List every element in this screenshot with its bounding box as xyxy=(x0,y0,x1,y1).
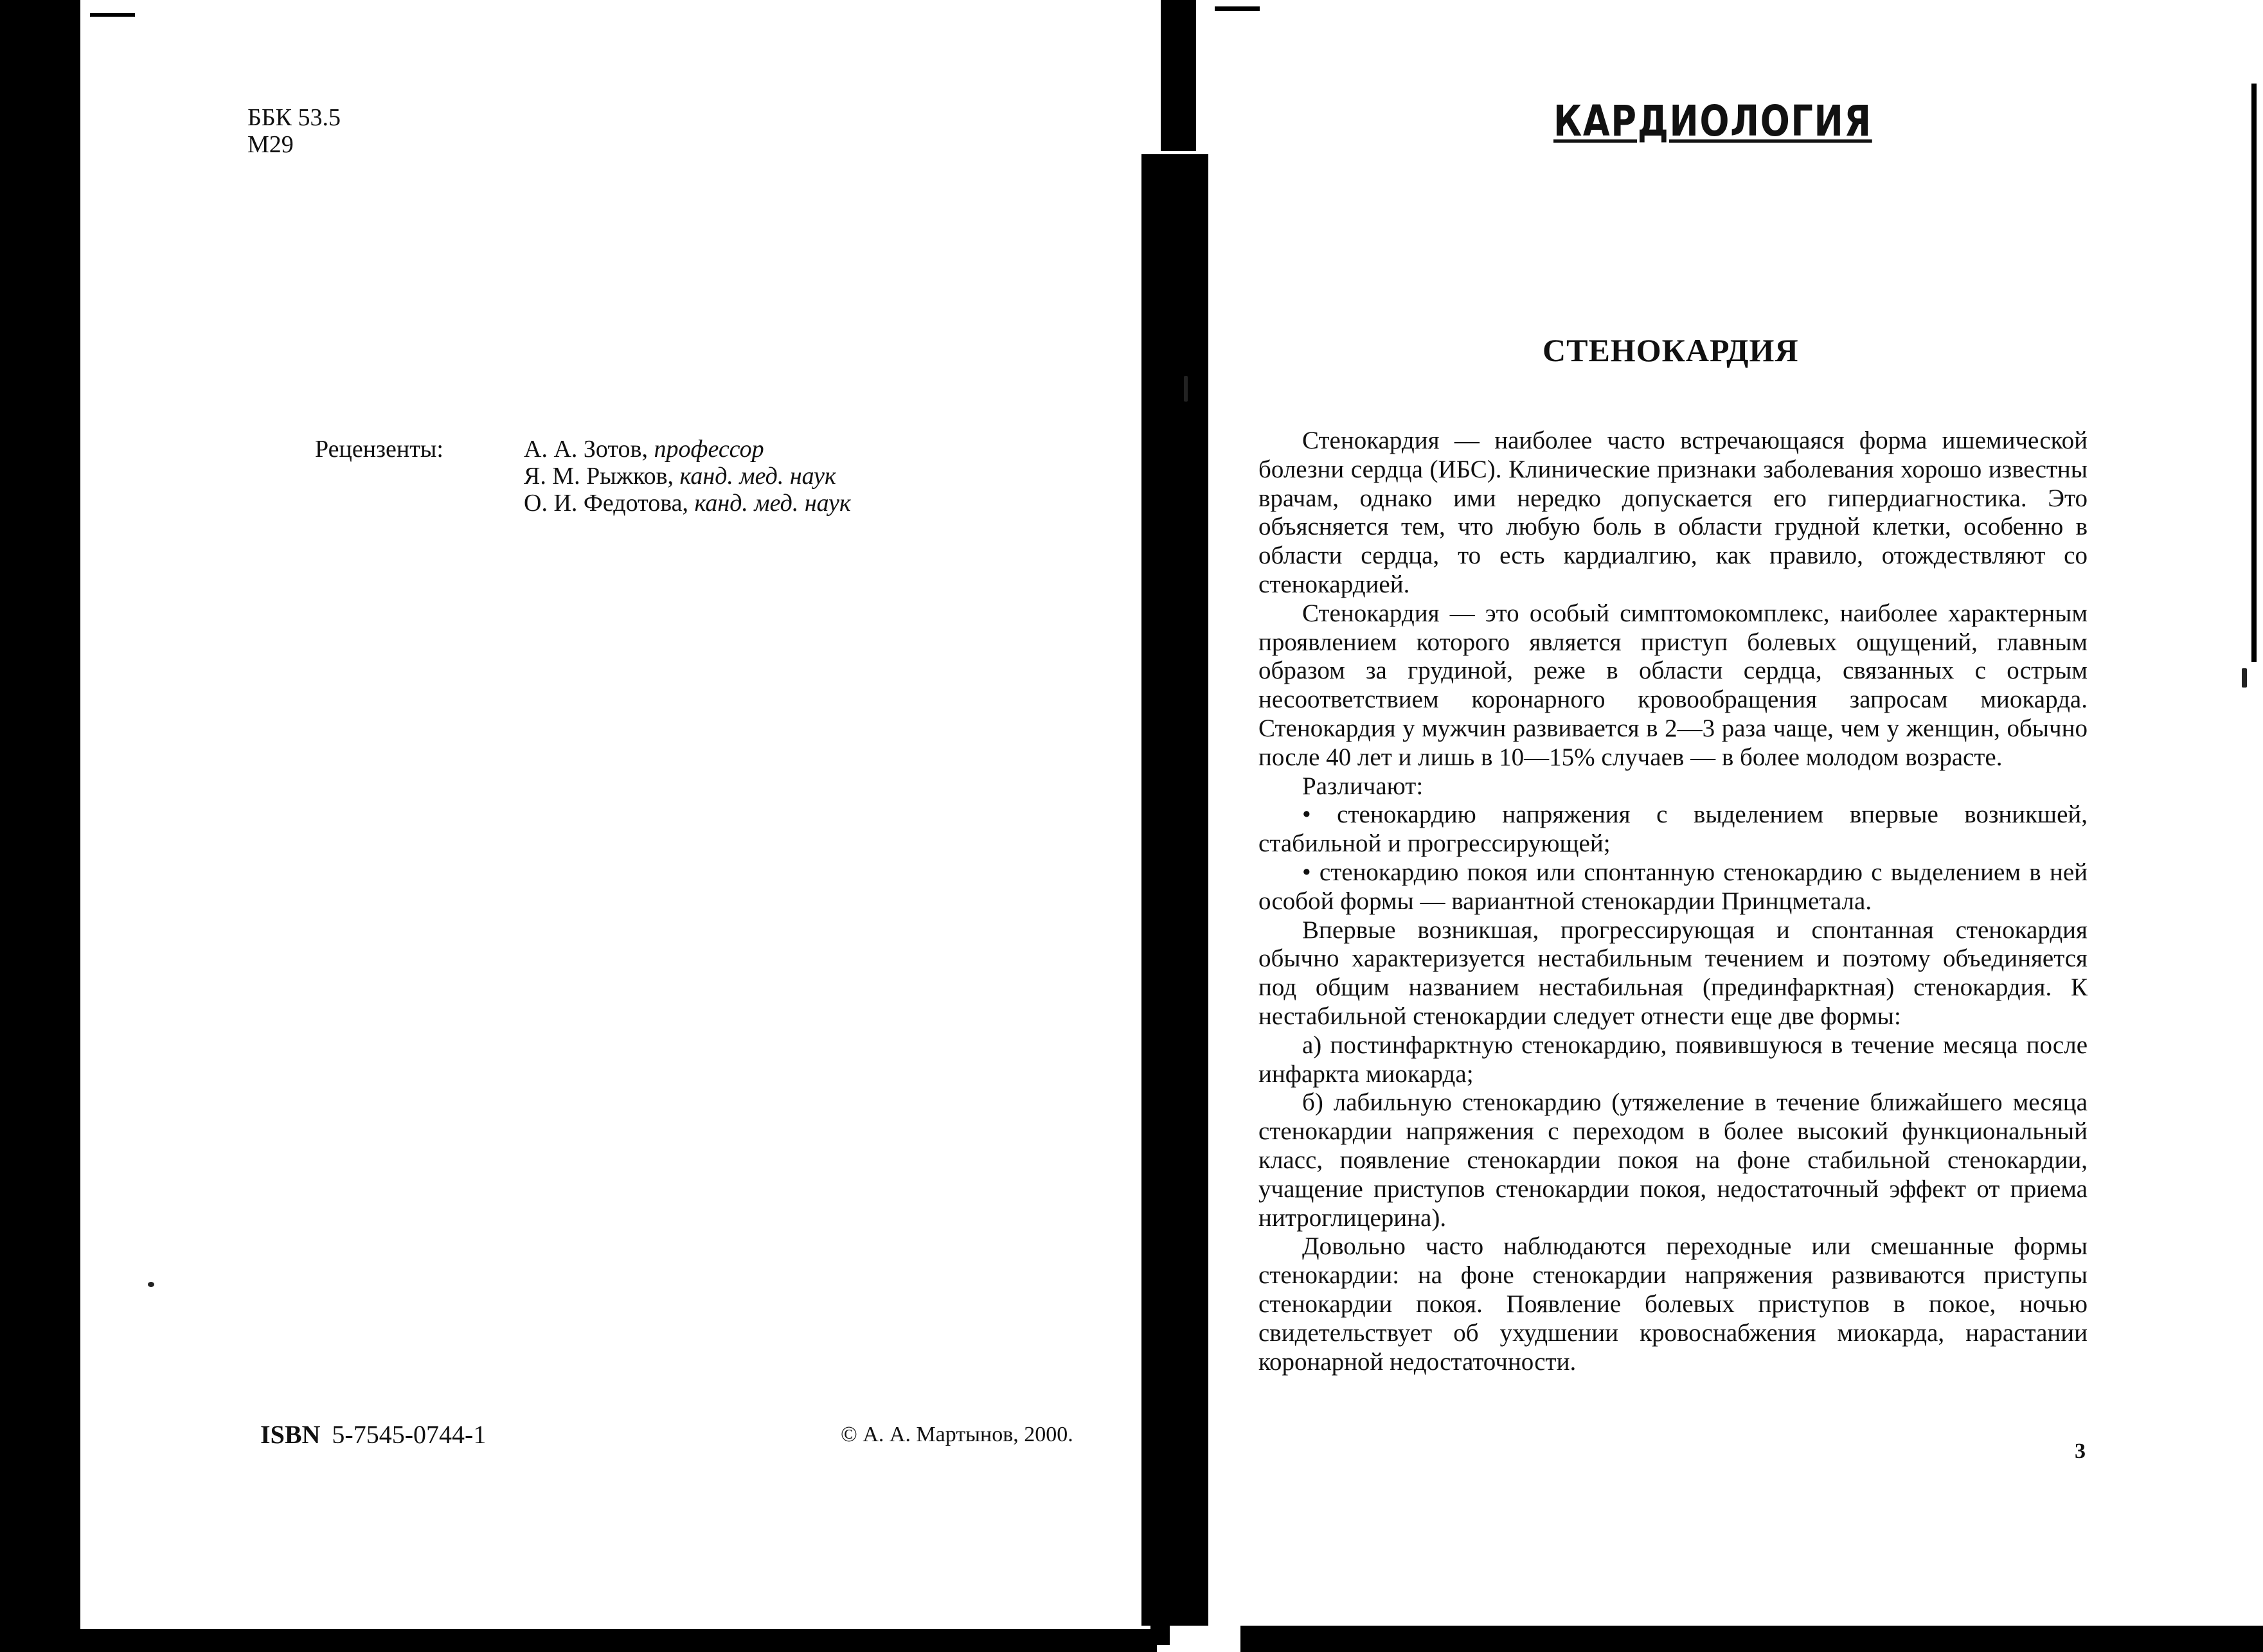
bbk-code: ББК 53.5 xyxy=(247,104,341,131)
paragraph: Стенокардия — это особый симптомокомплекс, наиболее характерным проявлением которого является приступ болевых ощущений, главным образом за грудиной, реже в области сердца, связанных с острым несоответствием коронарного кровообращения запросам миокарда. Стенокардия у мужчин развивается в 2—3 раза чаще, чем у женщин, обычно после 40 лет и лишь в 10—15% случаев — в более молодом возрасте. xyxy=(1258,599,2088,771)
scan-gutter-top xyxy=(1161,0,1196,151)
list-item: б) лабильную стенокардию (утяжеление в течение ближайшего месяца стенокардии напряжения с переходом в более высокий функциональный класс, появление стенокардии покоя на фоне стабильной стенокардии, учащение приступов стенокардии покоя, недостаточный эффект от приема нитроглицерина). xyxy=(1258,1088,2088,1232)
scan-edge-left xyxy=(0,0,80,1652)
list-item: • стенокардию покоя или спонтанную стенокардию с выделением в ней особой формы — вариантной стенокардии Принцметала. xyxy=(1258,858,2088,915)
scan-edge-bottom-left xyxy=(71,1629,1157,1652)
reviewer-degree: канд. мед. наук xyxy=(694,490,851,517)
page-number: 3 xyxy=(2075,1439,2086,1463)
reviewer-degree: профессор xyxy=(654,436,764,463)
reviewer-name: О. И. Федотова, xyxy=(524,490,695,517)
isbn-line xyxy=(260,1421,486,1448)
reviewers-label: Рецензенты: xyxy=(315,436,443,463)
scan-gutter xyxy=(1141,154,1208,1626)
paragraph: Довольно часто наблюдаются переходные или смешанные формы стенокардии: на фоне стенокардии напряжения развиваются приступы стенокардии покоя. Появление болевых приступов в покое, ночью свидетельствует об ухудшении кровоснабжения миокарда, нарастании коронарной недостаточности. xyxy=(1258,1232,2088,1376)
scan-speck xyxy=(1184,376,1188,402)
scan-mark-top-left xyxy=(90,13,135,17)
isbn-label: ISBN xyxy=(260,1420,321,1449)
author-mark: М29 xyxy=(247,131,294,158)
list-item: • стенокардию напряжения с выделением впервые возникшей, стабильной и прогрессирующей; xyxy=(1258,801,2088,858)
bbk-block xyxy=(247,104,341,158)
reviewer-degree: канд. мед. наук xyxy=(679,463,836,490)
paragraph: Впервые возникшая, прогрессирующая и спонтанная стенокардия обычно характеризуется нестабильным течением и поэтому объединяется под общим названием нестабильная (прединфарктная) стенокардия. К нестабильной стенокардии следует отнести еще две формы: xyxy=(1258,916,2088,1030)
scan-edge-right xyxy=(2251,84,2257,662)
series-title: КАРДИОЛОГИЯ xyxy=(1553,96,1872,146)
scan-gutter-foot xyxy=(1150,1606,1170,1645)
scan-speck xyxy=(148,1282,154,1287)
reviewer-2 xyxy=(524,463,836,490)
paragraph: Стенокардия — наиболее часто встречающаяся форма ишемической болезни сердца (ИБС). Клинические признаки заболевания хорошо известны врачам, однако ими нередко допускается его гипердиагностика. Это объясняется тем, что любую боль в области грудной клетки, особенно в области сердца, то есть кардиалгию, как правило, отождествляют со стенокардией. xyxy=(1258,427,2088,598)
list-item: а) постинфарктную стенокардию, появившуюся в течение месяца после инфаркта миокарда; xyxy=(1258,1031,2088,1088)
scan-speck xyxy=(2242,668,2247,688)
reviewer-1 xyxy=(524,436,764,463)
scan-edge-bottom-right xyxy=(1240,1626,2263,1652)
copyright-notice: © А. А. Мартынов, 2000. xyxy=(841,1423,1073,1446)
chapter-title: СТЕНОКАРДИЯ xyxy=(1543,332,1799,368)
reviewer-3 xyxy=(524,490,851,517)
reviewer-name: Я. М. Рыжков, xyxy=(524,463,680,490)
scan-mark-top-right xyxy=(1215,6,1260,11)
isbn-number: 5-7545-0744-1 xyxy=(332,1420,487,1449)
reviewer-name: А. А. Зотов, xyxy=(524,436,654,463)
paragraph: Различают: xyxy=(1302,772,1424,800)
chapter-body xyxy=(1258,427,2088,1376)
